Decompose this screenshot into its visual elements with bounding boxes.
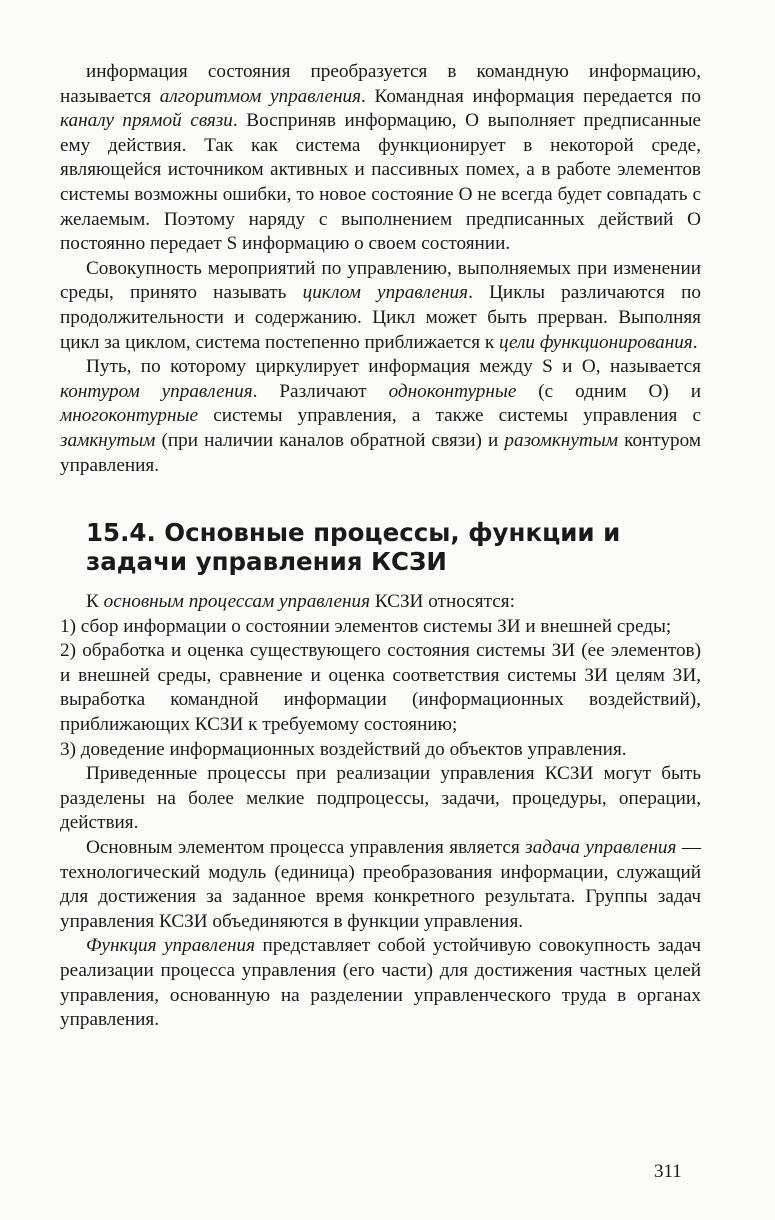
- text-run: Приведенные процессы при реализации управления КСЗИ могут быть разделены на более мелкие подпроцессы, задачи, процедуры, операции, действия.: [60, 763, 701, 834]
- text-run: .: [692, 331, 698, 353]
- text-run: — технологический модуль (единица) преобразования информации, служащий для достижения за заданное время конкретного результата. Группы задач управления КСЗИ объединяются в функции управления.: [60, 837, 702, 932]
- text-run: представляет собой устойчивую совокупность задач реализации процесса управления (его части) для достижения частных целей управления, основанную на разделении управленческого труда в органах управления.: [60, 935, 702, 1031]
- paragraph: [60, 934, 701, 1032]
- text-run: 2) обработка и оценка существующего состояния системы ЗИ (ее элементов) и внешней среды, сравнение и оценка соответствия системы ЗИ целям ЗИ, выработка командной информации (информационных воздействий), приближающих КСЗИ к требуемому состоянию;: [60, 640, 701, 736]
- text-run: К: [86, 591, 104, 613]
- text-run: (при наличии каналов обратной связи) и: [155, 429, 505, 451]
- text-run: . Командная информация передается по: [361, 85, 701, 107]
- paragraph: [60, 355, 701, 478]
- body-paragraphs-bottom: [60, 590, 701, 1033]
- text-run: Путь, по которому циркулирует информация между S и О, называется: [86, 356, 701, 378]
- italic-term: основным процессам управления: [103, 591, 371, 613]
- paragraph: [60, 836, 701, 934]
- text-run: КСЗИ относятся:: [370, 591, 515, 613]
- italic-term: одноконтурные: [388, 380, 517, 402]
- italic-term: циклом управления: [302, 282, 469, 304]
- text-run: Совокупность мероприятий по управлению, выполняемых при изменении среды, принято называть: [60, 257, 701, 304]
- body-paragraphs-top: [60, 60, 701, 478]
- text-run: . Различают: [252, 380, 389, 402]
- page-body: [60, 60, 701, 1033]
- text-run: системы управления, а также системы управления с: [198, 405, 701, 427]
- italic-term: каналу прямой связи: [60, 110, 233, 132]
- text-run: информация состояния преобразуется в командную информацию, называется: [60, 61, 701, 107]
- paragraph: [60, 60, 701, 257]
- text-run: . Восприняв информацию, О выполняет предписанные ему действия. Так как система функционирует в некоторой среде, являющейся источником активных и пассивных помех, а в работе элементов системы возможны ошибки, то новое состояние О не всегда будет совпадать с желаемым. Поэтому наряду с выполнением предписанных действий О постоянно передает S информацию о своем состоянии.: [60, 110, 701, 255]
- italic-term: многоконтурные: [60, 405, 199, 427]
- text-run: Основным элементом процесса управления является: [86, 837, 526, 859]
- paragraph: [60, 762, 701, 836]
- text-run: 3) доведение информационных воздействий до объектов управления.: [60, 738, 627, 760]
- paragraph: [60, 257, 701, 355]
- text-run: (с одним О) и: [516, 380, 701, 402]
- italic-term: цели функционирования: [498, 331, 693, 353]
- italic-term: контуром управления: [60, 380, 253, 402]
- paragraph: [60, 738, 701, 763]
- italic-term: замкнутым: [60, 429, 156, 451]
- italic-term: задача управления: [525, 837, 677, 859]
- text-run: . Циклы различаются по продолжительности и содержанию. Цикл может быть прерван. Выполняя цикл за циклом, система постепенно приближается к: [60, 282, 701, 353]
- page-number: 311: [654, 1161, 682, 1182]
- section-heading: 15.4. Основные процессы, функции и задачи управления КСЗИ: [86, 518, 621, 577]
- paragraph: [60, 590, 701, 615]
- paragraph: [60, 615, 701, 640]
- italic-term: разомкнутым: [504, 429, 619, 451]
- text-run: контуром управления.: [60, 429, 701, 476]
- paragraph: [60, 639, 701, 737]
- italic-term: алгоритмом управления: [159, 85, 361, 107]
- text-run: 1) сбор информации о состоянии элементов системы ЗИ и внешней среды;: [60, 615, 672, 637]
- italic-term: Функция управления: [86, 935, 256, 957]
